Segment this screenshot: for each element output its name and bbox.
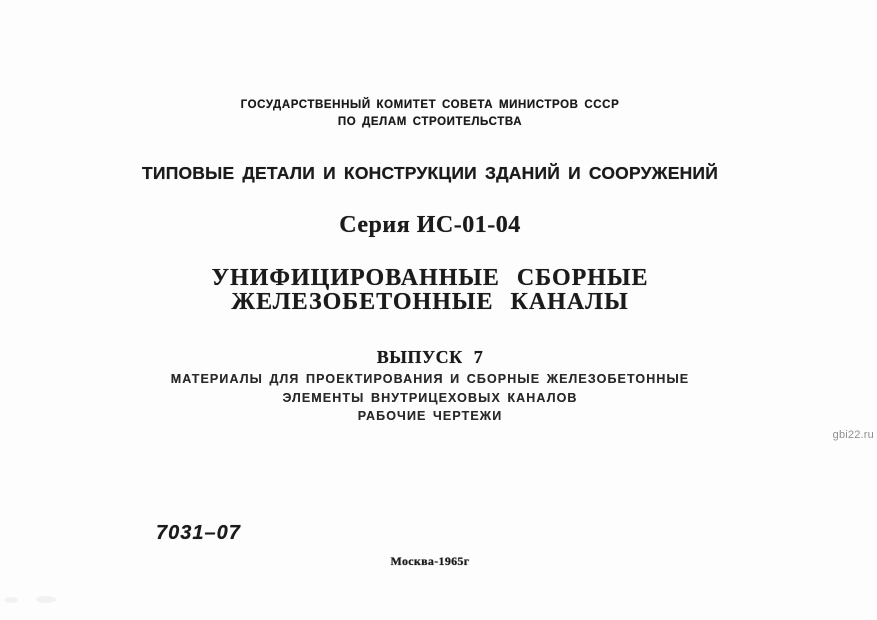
series-title: ТИПОВЫЕ ДЕТАЛИ И КОНСТРУКЦИИ ЗДАНИЙ И СООРУЖЕНИЙ bbox=[142, 163, 718, 183]
issue-subtitle-line-1: МАТЕРИАЛЫ ДЛЯ ПРОЕКТИРОВАНИЯ И СБОРНЫЕ ЖЕЛЕЗОБЕТОННЫЕ bbox=[170, 372, 690, 386]
main-title-line-2: ЖЕЛЕЗОБЕТОННЫЕ КАНАЛЫ bbox=[231, 289, 629, 315]
main-title-line-1: УНИФИЦИРОВАННЫЕ СБОРНЫЕ bbox=[211, 265, 649, 291]
imprint: Москва-1965г bbox=[390, 554, 470, 568]
issue-label: ВЫПУСК 7 bbox=[376, 347, 484, 367]
issue-subtitle-line-2: ЭЛЕМЕНТЫ ВНУТРИЦЕХОВЫХ КАНАЛОВ bbox=[282, 391, 578, 405]
scan-smudge bbox=[36, 596, 56, 603]
publisher-line-1: ГОСУДАРСТВЕННЫЙ КОМИТЕТ СОВЕТА МИНИСТРОВ СССР bbox=[240, 99, 620, 111]
scan-smudge bbox=[4, 597, 18, 603]
issue-subtitle-line-3: РАБОЧИЕ ЧЕРТЕЖИ bbox=[357, 409, 503, 423]
site-watermark: gbi22.ru bbox=[832, 429, 874, 441]
series-number: Серия ИС-01-04 bbox=[339, 212, 521, 238]
publisher-line-2: ПО ДЕЛАМ СТРОИТЕЛЬСТВА bbox=[337, 116, 523, 128]
document-number: 7031–07 bbox=[156, 522, 241, 544]
